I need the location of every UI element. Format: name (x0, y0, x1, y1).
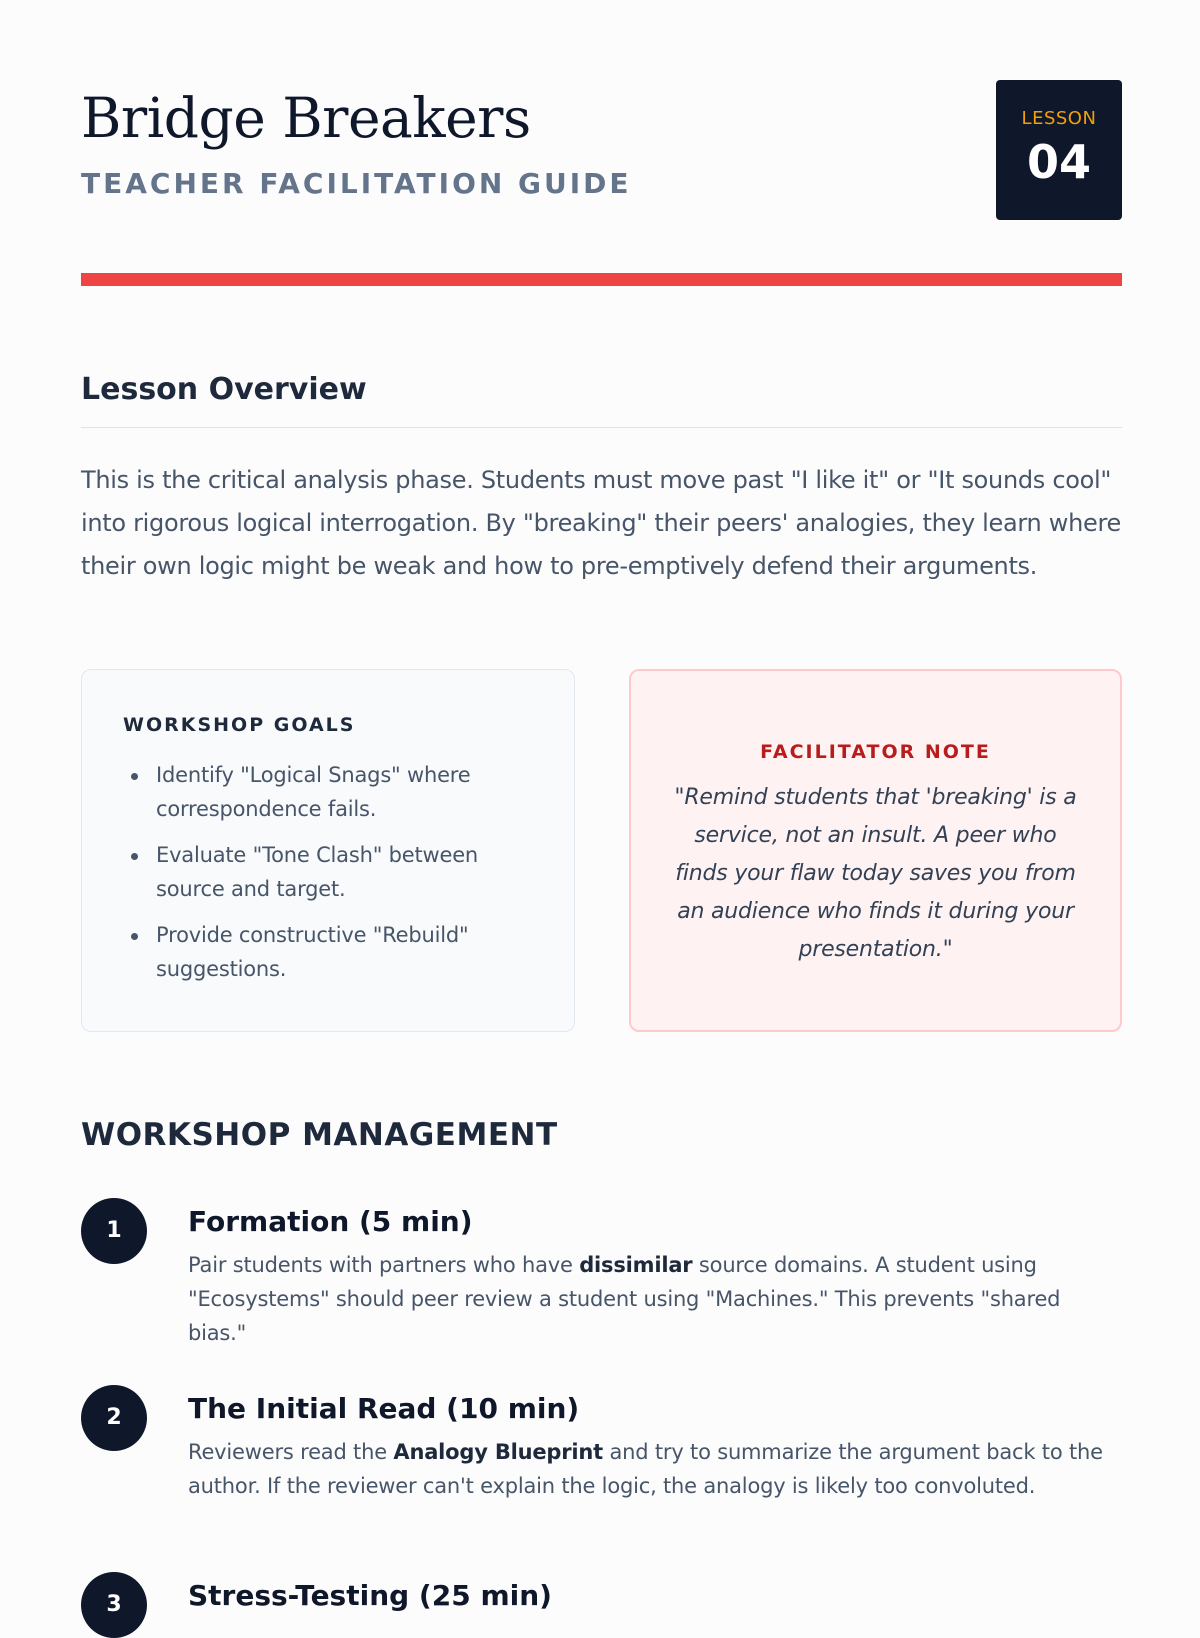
step-title: Stress-Testing (25 min) (188, 1579, 552, 1612)
lesson-badge-label: LESSON (1021, 108, 1097, 129)
emphasis: dissimilar (579, 1253, 693, 1277)
note-quote: "Remind students that 'breaking' is a service, not an insult. A peer who finds your flaw today saves you from an audience who finds it during your presentation." (674, 785, 1077, 962)
step-title: The Initial Read (10 min) (188, 1392, 580, 1425)
management-heading: WORKSHOP MANAGEMENT (81, 1117, 558, 1153)
page-title: Bridge Breakers (81, 86, 531, 150)
step-description: Reviewers read the Analogy Blueprint and try to summarize the argument back to the author. If the reviewer can't explain the logic, the analogy is likely too convoluted. (188, 1440, 1103, 1498)
overview-heading: Lesson Overview (81, 372, 367, 407)
step-number-badge: 1 (81, 1198, 147, 1264)
emphasis: Analogy Blueprint (393, 1440, 604, 1464)
header (81, 80, 1122, 220)
guide-page (81, 0, 1122, 1617)
step-title: Formation (5 min) (188, 1205, 473, 1238)
goals-title: WORKSHOP GOALS (123, 714, 356, 736)
step-number-badge: 3 (81, 1572, 147, 1638)
overview-text: This is the critical analysis phase. Students must move past "I like it" or "It sounds cool" into rigorous logical interrogation. By "breaking" their peers' analogies, they learn where their own logic might be weak and how to pre-emptively defend their arguments. (81, 466, 1122, 580)
goal-item: Identify "Logical Snags" where correspondence fails. (123, 758, 543, 826)
step-number-badge: 2 (81, 1385, 147, 1451)
step-description: Pair students with partners who have dissimilar source domains. A student using "Ecosystems" should peer review a student using "Machines." This prevents "shared bias." (188, 1253, 1061, 1345)
workshop-goals-card (81, 669, 575, 1032)
accent-divider (81, 273, 1122, 286)
page-subtitle: TEACHER FACILITATION GUIDE (81, 167, 632, 200)
facilitator-note-card (629, 669, 1122, 1032)
lesson-badge-number: 04 (1026, 135, 1091, 189)
goal-item: Evaluate "Tone Clash" between source and target. (123, 838, 543, 906)
goal-item: Provide constructive "Rebuild" suggestions. (123, 918, 543, 986)
note-title: FACILITATOR NOTE (760, 741, 991, 763)
goals-list (123, 758, 543, 998)
overview-divider (81, 427, 1122, 428)
lesson-badge (996, 80, 1122, 220)
